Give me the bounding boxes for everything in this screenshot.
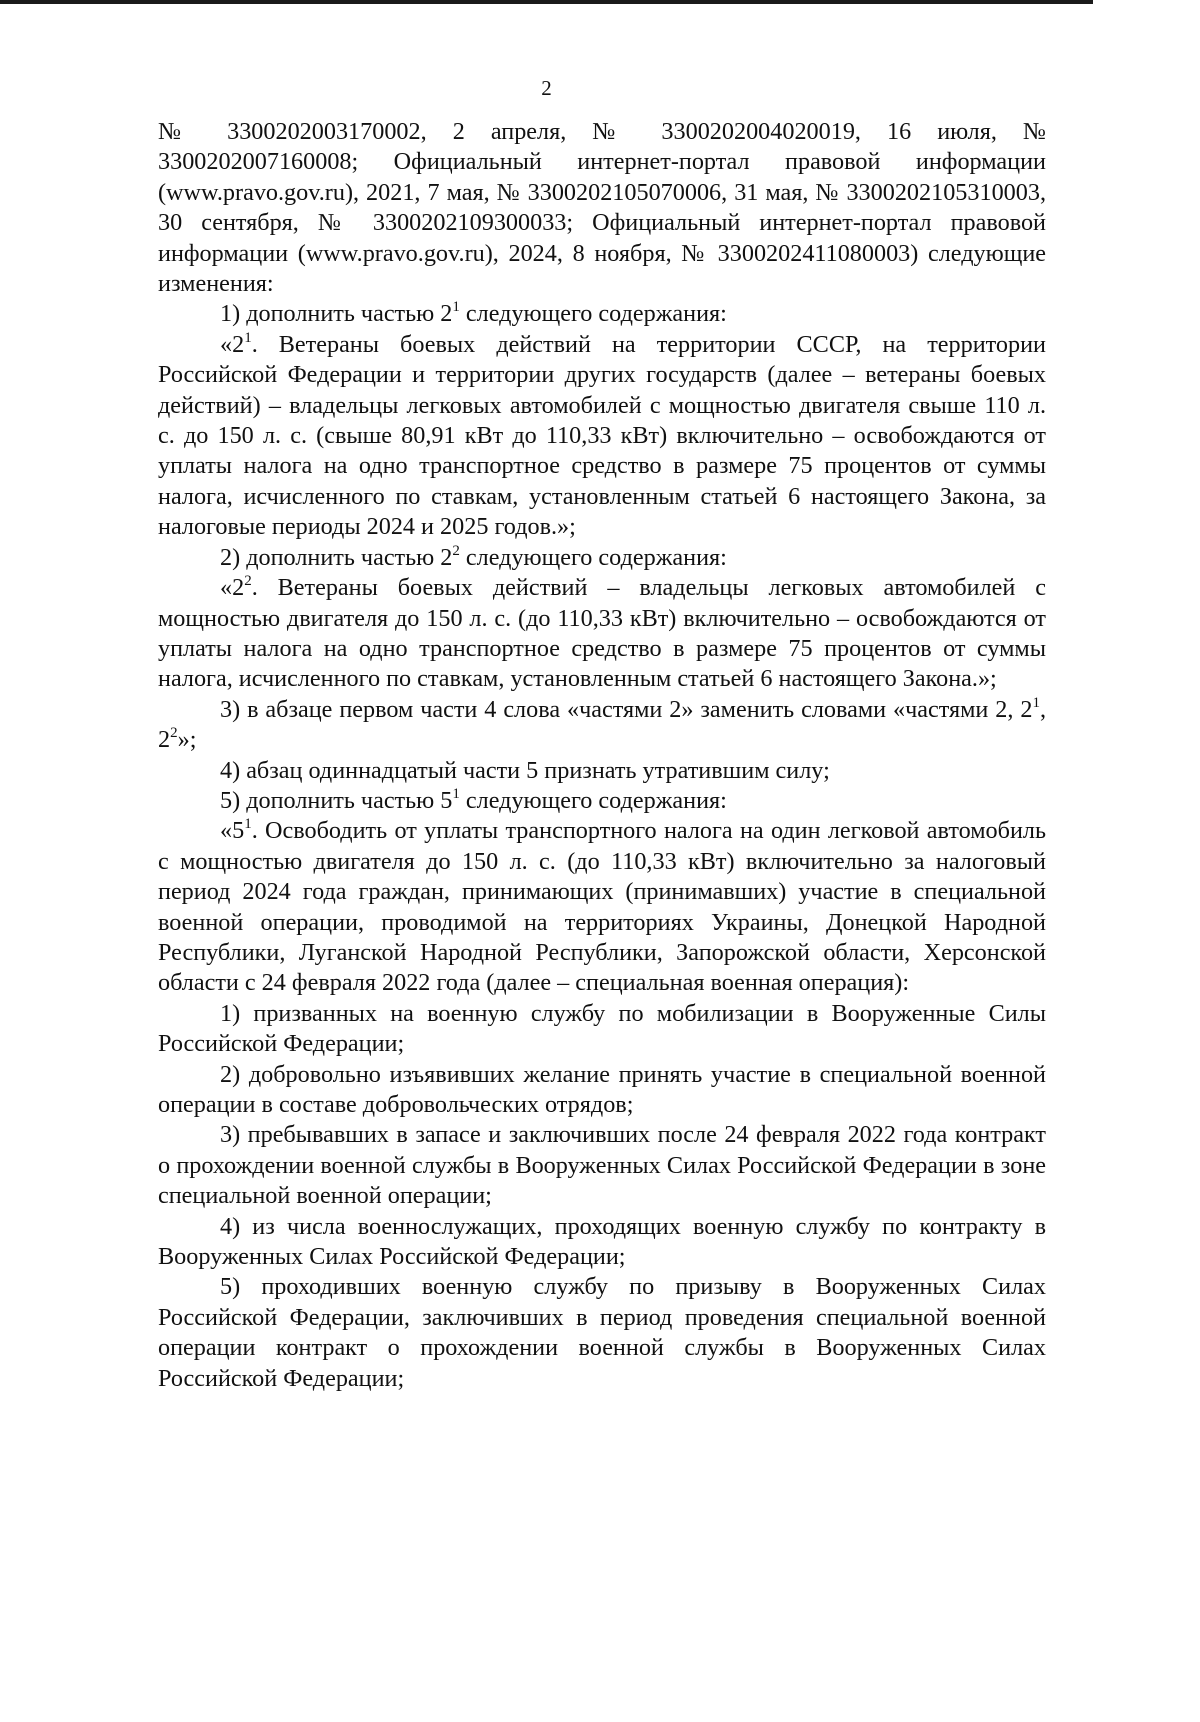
scan-top-edge (0, 0, 1093, 4)
paragraph-references: № 3300202003170002, 2 апреля, № 3300202004020019, 16 июля, № 3300202007160008; Официальный интернет-портал правовой информации (www.pravo.gov.ru), 2021, 7 мая, № 3300202105070006, 31 мая, № 3300202105310003, 30 сентября, № 3300202109300033; Официальный интернет-портал правовой информации (www.pravo.gov.ru), 2024, 8 ноября, № 3300202411080003) следующие изменения: (158, 118, 1046, 298)
subitem-2: 2) добровольно изъявивших желание принять участие в специальной военной операции в составе добровольческих отрядов; (158, 1060, 1046, 1118)
new-part-2-2: «$2^2$. Ветераны боевых действий – владельцы легковых автомобилей с мощностью двигателя до 150 л. с. (до 110,33 кВт) включительно – освобождаются от уплаты налога на одно транспортное средство в размере 75 процентов от суммы налога, исчисленного по ставкам, установленным статьей 6 настоящего Закона.»; (158, 573, 1046, 693)
amendment-item-4: 4) абзац одиннадцатый части 5 признать утратившим силу; (220, 756, 830, 784)
new-part-2-1: «$2^1$. Ветераны боевых действий на территории СССР, на территории Российской Федерации и территории других государств (далее – ветераны боевых действий) – владельцы легковых автомобилей с мощностью двигателя свыше 110 л. с. до 150 л. с. (свыше 80,91 кВт до 110,33 кВт) включительно – освобождаются от уплаты налога на одно транспортное средство в размере 75 процентов от суммы налога, исчисленного по ставкам, установленным статьей 6 настоящего Закона, за налоговые периоды 2024 и 2025 годов.»; (158, 329, 1046, 541)
subitem-5: 5) проходивших военную службу по призыву в Вооруженных Силах Российской Федерации, заключивших в период проведения специальной военной операции контракт о прохождении военной службы в Вооруженных Силах Российской Федерации; (158, 1273, 1046, 1392)
amendment-item-2: 2) дополнить частью $2^2$ следующего содержания: (220, 542, 727, 571)
subitem-3: 3) пребывавших в запасе и заключивших после 24 февраля 2022 года контракт о прохождении военной службы в Вооруженных Силах Российской Федерации в зоне специальной военной операции; (158, 1121, 1046, 1210)
new-part-5-1: «$5^1$. Освободить от уплаты транспортного налога на один легковой автомобиль с мощностью двигателя до 150 л. с. (до 110,33 кВт) включительно за налоговый период 2024 года граждан, принимающих (принимавших) участие в специальной военной операции, проводимой на территориях Украины, Донецкой Народной Республики, Луганской Народной Республики, Запорожской области, Херсонской области с 24 февраля 2022 года (далее – специальная военная операция): (158, 816, 1046, 997)
amendment-item-3: 3) в абзаце первом части 4 слова «частями 2» заменить словами «частями 2, $2^1$, $2^2$»; (158, 694, 1046, 754)
page-number: 2 (541, 76, 552, 100)
subitem-4: 4) из числа военнослужащих, проходящих военную службу по контракту в Вооруженных Силах Российской Федерации; (158, 1212, 1046, 1271)
amendment-item-5: 5) дополнить частью $5^1$ следующего содержания: (220, 785, 727, 814)
subitem-1: 1) призванных на военную службу по мобилизации в Вооруженные Силы Российской Федерации; (158, 999, 1046, 1058)
amendment-item-1: 1) дополнить частью $2^1$ следующего содержания: (220, 299, 727, 328)
document-body (158, 117, 1046, 1394)
